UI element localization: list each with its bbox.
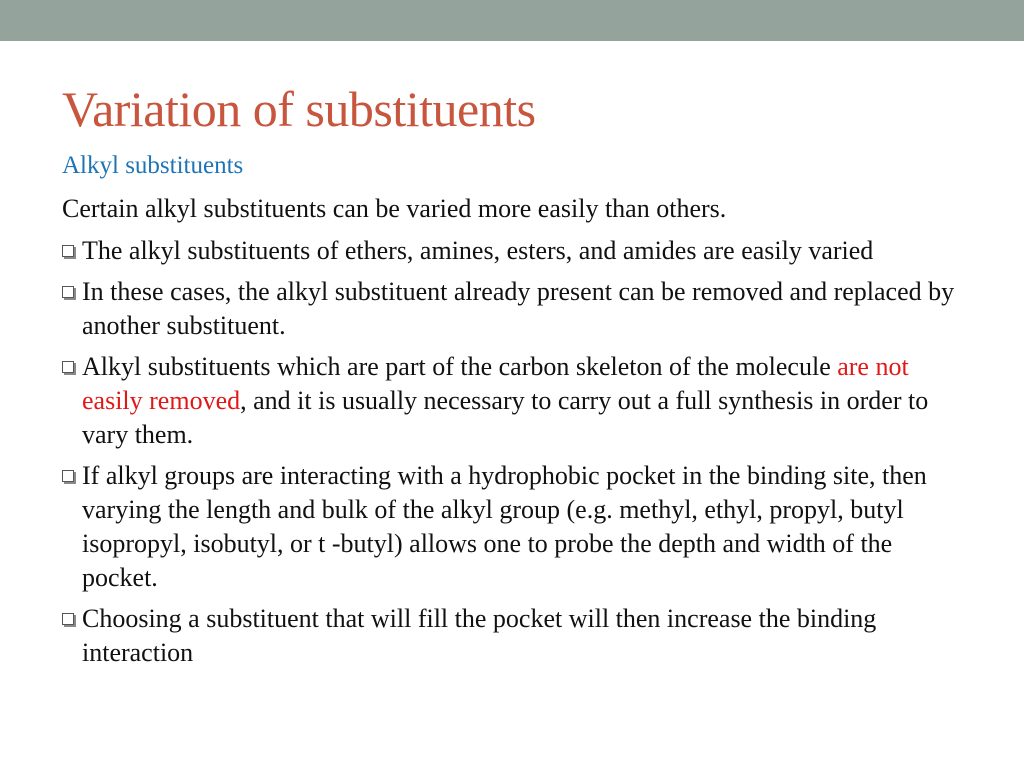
bullet-item [62,275,972,343]
bullet-list [62,234,972,677]
slide-title: Variation of substituents [62,81,536,137]
bullet-text: If alkyl groups are interacting with a hydrophobic pocket in the binding site, then varying the length and bulk of the alkyl group (e.g. methyl, ethyl, propyl, butyl isopropyl, isobutyl, or t -butyl) allows one to probe the depth and width of the pocket. [82,461,927,592]
hollow-square-icon [62,286,74,298]
hollow-square-icon [62,613,74,625]
bullet-text-after: , and it is usually necessary to carry out a full synthesis in order to vary them. [82,386,929,449]
hollow-square-icon [62,245,74,257]
bullet-item [62,602,972,670]
bullet-item [62,459,972,595]
bullet-item [62,350,972,452]
highlighted-text: are not easily removed [82,352,909,415]
slide-subtitle: Alkyl substituents [62,152,244,179]
hollow-square-icon [62,361,74,373]
bullet-item [62,234,972,268]
bullet-text [82,350,972,452]
bullet-text-before: Alkyl substituents which are part of the carbon skeleton of the molecule [82,352,838,381]
hollow-square-icon [62,470,74,482]
bullet-text: The alkyl substituents of ethers, amines, esters, and amides are easily varied [82,236,874,265]
bullet-text: Choosing a substituent that will fill the pocket will then increase the binding interaction [82,604,877,667]
intro-text: Certain alkyl substituents can be varied more easily than others. [62,194,727,223]
top-band [0,0,1024,41]
bullet-text: In these cases, the alkyl substituent already present can be removed and replaced by another substituent. [82,277,955,340]
